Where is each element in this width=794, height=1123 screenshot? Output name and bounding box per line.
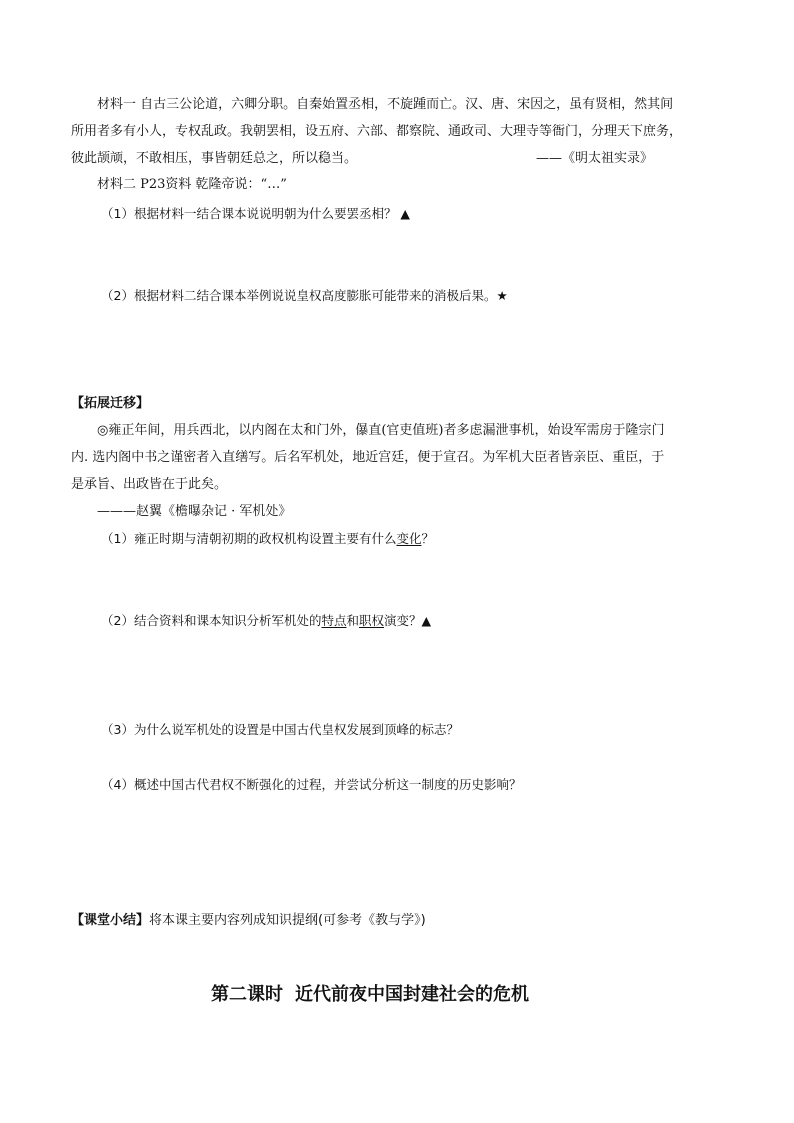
extension-question-2-end: 演变？▲ xyxy=(384,613,432,628)
class-summary-text: 将本课主要内容列成知识提纲(可参考《教与学》) xyxy=(149,913,426,928)
lesson-2-title xyxy=(211,984,529,1006)
extension-paragraph-line-3: 是承旨、出政皆在于此矣。 xyxy=(71,477,228,492)
extension-source: ———赵翼《檐曝杂记 · 军机处》 xyxy=(97,504,292,519)
class-summary xyxy=(71,913,426,929)
extension-question-2-and: 和 xyxy=(346,613,359,628)
lesson-2-label: 第二课时 xyxy=(211,984,283,1005)
material-1-line-1: 材料一 自古三公论道，六卿分职。自秦始置丞相，不旋踵而亡。汉、唐、宋因之，虽有贤相，然其间 xyxy=(97,97,674,112)
material-question-1: （1）根据材料一结合课本说说明朝为什么要罢丞相？ ▲ xyxy=(101,206,411,221)
extension-question-1-text: （1）雍正时期与清朝初期的政权机构设置主要有什么 xyxy=(101,531,397,546)
material-1-source: ——《明太祖实录》 xyxy=(536,151,654,166)
material-question-2: （2）根据材料二结合课本举例说说皇权高度膨胀可能带来的消极后果。★ xyxy=(101,288,508,303)
underlined-keyword-powers: 职权 xyxy=(359,613,385,628)
extension-question-3: （3）为什么说军机处的设置是中国古代皇权发展到顶峰的标志？ xyxy=(101,722,459,737)
lesson-2-heading: 近代前夜中国封建社会的危机 xyxy=(295,984,529,1005)
extension-question-2-text: （2）结合资料和课本知识分析军机处的 xyxy=(101,613,322,628)
extension-heading: 【拓展迁移】 xyxy=(71,396,150,411)
extension-question-2 xyxy=(101,613,431,629)
extension-paragraph-line-1: ◎雍正年间，用兵西北，以内阁在太和门外，儤直(官吏值班)者多虑漏泄事机，始设军需房于隆宗门 xyxy=(97,423,665,438)
class-summary-heading: 【课堂小结】 xyxy=(71,913,150,928)
underlined-keyword-features: 特点 xyxy=(321,613,347,628)
extension-question-1 xyxy=(101,531,434,547)
extension-question-4: （4）概述中国古代君权不断强化的过程，并尝试分析这一制度的历史影响？ xyxy=(101,777,522,792)
underlined-keyword-change: 变化 xyxy=(396,531,422,546)
material-1-line-3: 彼此颉颃，不敢相压，事皆朝廷总之，所以稳当。 xyxy=(71,151,358,166)
extension-question-1-end: ？ xyxy=(421,531,434,546)
material-2-line: 材料二 P23资料 乾隆帝说：“…” xyxy=(97,177,287,192)
material-1-line-2: 所用者多有小人，专权乱政。我朝罢相，设五府、六部、都察院、通政司、大理寺等衙门，分理天下庶务， xyxy=(71,124,683,139)
extension-paragraph-line-2: 内. 选内阁中书之谨密者入直缮写。后名军机处，地近宫廷，便于宣召。为军机大臣者皆亲臣、重臣，于 xyxy=(71,450,665,465)
